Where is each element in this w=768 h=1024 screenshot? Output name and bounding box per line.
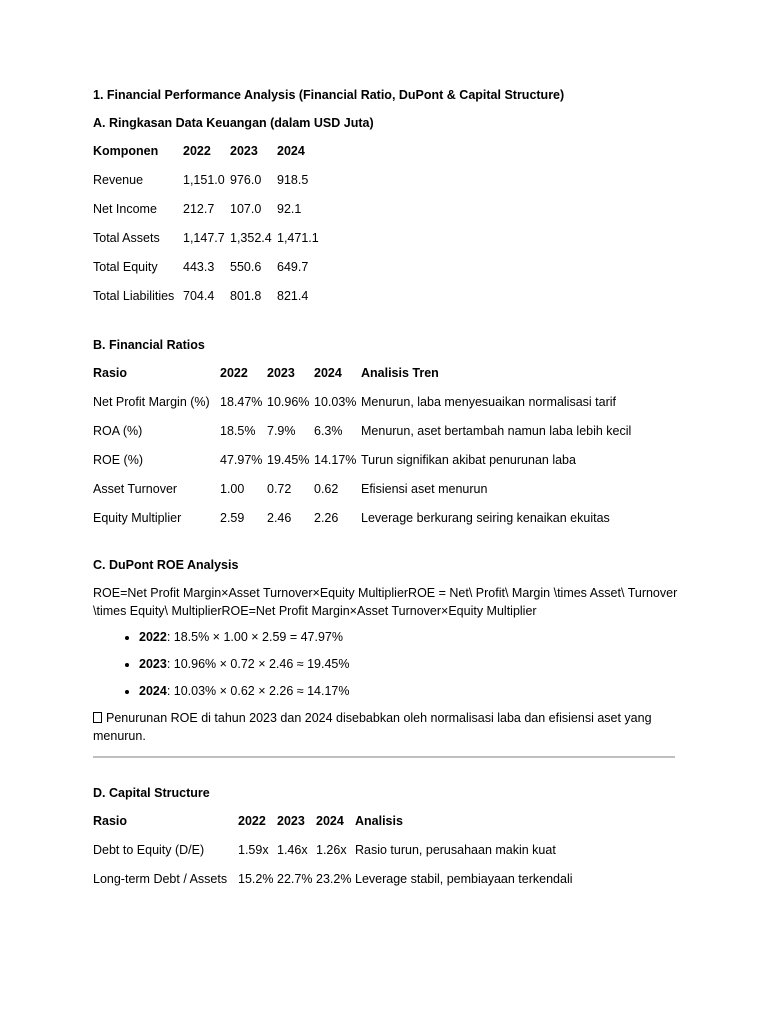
table-cell: 6.3%: [314, 424, 343, 438]
table-cell: 918.5: [277, 173, 309, 187]
table-cell: 2.59: [220, 511, 245, 525]
table-cell: Debt to Equity (D/E): [93, 843, 205, 857]
list-item-year: 2023: [139, 657, 167, 671]
dupont-note: [93, 709, 678, 745]
table-cell: 47.97%: [220, 453, 263, 467]
table-cell: 10.03%: [314, 395, 357, 409]
table-cell: Net Income: [93, 202, 157, 216]
document-page: [93, 86, 678, 899]
table-cell: 801.8: [230, 289, 262, 303]
table-header-row: [93, 142, 324, 171]
table-cell: 1,352.4: [230, 231, 272, 245]
table-cell: Total Assets: [93, 231, 160, 245]
section-b-heading: B. Financial Ratios: [93, 338, 205, 352]
table-cell: 92.1: [277, 202, 302, 216]
table-row: [93, 509, 631, 538]
header-cell: Analisis: [355, 814, 403, 828]
list-item: [139, 655, 678, 682]
table-cell: ROA (%): [93, 424, 143, 438]
table-cell: Efisiensi aset menurun: [361, 482, 488, 496]
table-cell: Total Equity: [93, 260, 158, 274]
table-cell: 2.46: [267, 511, 292, 525]
table-row: [93, 870, 573, 899]
section-d-heading: D. Capital Structure: [93, 786, 210, 800]
table-header-row: [93, 812, 573, 841]
list-item-calc: : 10.03% × 0.62 × 2.26 ≈ 14.17%: [166, 684, 350, 698]
table-cell: 10.96%: [267, 395, 310, 409]
table-cell: Rasio turun, perusahaan makin kuat: [355, 843, 556, 857]
table-cell: 18.5%: [220, 424, 256, 438]
table-cell: 821.4: [277, 289, 309, 303]
header-cell: Komponen: [93, 144, 159, 158]
header-cell: Rasio: [93, 814, 128, 828]
table-cell: Long-term Debt / Assets: [93, 872, 228, 886]
table-row: [93, 422, 631, 451]
table-cell: Net Profit Margin (%): [93, 395, 210, 409]
header-cell: 2023: [267, 366, 295, 380]
table-cell: 19.45%: [267, 453, 310, 467]
table-cell: ROE (%): [93, 453, 143, 467]
table-cell: 15.2%: [238, 872, 274, 886]
header-cell: 2022: [238, 814, 266, 828]
dupont-note-text: Penurunan ROE di tahun 2023 dan 2024 disebabkan oleh normalisasi laba dan efisiensi aset yang menurun.: [93, 711, 652, 743]
table-cell: Total Liabilities: [93, 289, 175, 303]
dupont-formula: ROE=Net Profit Margin×Asset Turnover×Equity MultiplierROE = Net\ Profit\ Margin \times Asset\ Turnover \times Equity\ MultiplierROE=Net Profit Margin×Asset Turnover×Equity Multiplier: [93, 586, 678, 618]
list-item-year: 2024: [139, 684, 167, 698]
spacer: [93, 538, 678, 556]
table-cell: Turun signifikan akibat penurunan laba: [361, 453, 576, 467]
missing-glyph-icon: [93, 712, 102, 723]
header-cell: Analisis Tren: [361, 366, 439, 380]
list-item-calc: : 10.96% × 0.72 × 2.46 ≈ 19.45%: [166, 657, 350, 671]
table-cell: Asset Turnover: [93, 482, 178, 496]
table-row: [93, 841, 573, 870]
table-cell: 22.7%: [277, 872, 313, 886]
header-cell: 2022: [183, 144, 211, 158]
table-cell: Equity Multiplier: [93, 511, 182, 525]
table-cell: 0.72: [267, 482, 292, 496]
table-cell: 1,471.1: [277, 231, 319, 245]
table-cell: 107.0: [230, 202, 262, 216]
financial-ratios-table: [93, 364, 631, 538]
table-cell: 1.00: [220, 482, 245, 496]
table-cell: 1.59x: [238, 843, 269, 857]
section-c-heading: C. DuPont ROE Analysis: [93, 558, 239, 572]
header-cell: 2024: [277, 144, 305, 158]
table-cell: 2.26: [314, 511, 339, 525]
table-cell: 18.47%: [220, 395, 263, 409]
table-row: [93, 393, 631, 422]
table-cell: 649.7: [277, 260, 309, 274]
table-cell: Leverage berkurang seiring kenaikan ekuitas: [361, 511, 610, 525]
table-cell: 1,151.0: [183, 173, 225, 187]
list-item-calc: : 18.5% × 1.00 × 2.59 = 47.97%: [166, 630, 343, 644]
list-item-year: 2022: [139, 630, 167, 644]
table-cell: 443.3: [183, 260, 215, 274]
header-cell: 2024: [316, 814, 344, 828]
table-header-row: [93, 364, 631, 393]
spacer: [93, 316, 678, 336]
table-cell: 212.7: [183, 202, 215, 216]
table-row: [93, 171, 324, 200]
table-cell: Leverage stabil, pembiayaan terkendali: [355, 872, 573, 886]
table-cell: 1.26x: [316, 843, 347, 857]
horizontal-divider: [93, 756, 675, 758]
header-cell: 2022: [220, 366, 248, 380]
table-cell: Revenue: [93, 173, 144, 187]
table-cell: 550.6: [230, 260, 262, 274]
table-row: [93, 200, 324, 229]
capital-structure-table: [93, 812, 573, 899]
table-cell: 1,147.7: [183, 231, 225, 245]
table-row: [93, 480, 631, 509]
header-cell: 2023: [277, 814, 305, 828]
dupont-calculation-list: [93, 628, 678, 709]
table-cell: 704.4: [183, 289, 215, 303]
table-cell: 1.46x: [277, 843, 308, 857]
table-cell: 14.17%: [314, 453, 357, 467]
table-cell: Menurun, laba menyesuaikan normalisasi tarif: [361, 395, 616, 409]
document-title: 1. Financial Performance Analysis (Financial Ratio, DuPont & Capital Structure): [93, 88, 565, 102]
header-cell: 2023: [230, 144, 258, 158]
list-item: [139, 628, 678, 655]
financial-summary-table: [93, 142, 324, 316]
table-row: [93, 258, 324, 287]
table-cell: Menurun, aset bertambah namun laba lebih kecil: [361, 424, 632, 438]
table-row: [93, 229, 324, 258]
table-cell: 976.0: [230, 173, 262, 187]
header-cell: Rasio: [93, 366, 128, 380]
table-cell: 0.62: [314, 482, 339, 496]
header-cell: 2024: [314, 366, 342, 380]
table-row: [93, 287, 324, 316]
table-row: [93, 451, 631, 480]
table-cell: 23.2%: [316, 872, 352, 886]
table-cell: 7.9%: [267, 424, 296, 438]
section-a-heading: A. Ringkasan Data Keuangan (dalam USD Juta): [93, 116, 374, 130]
list-item: [139, 682, 678, 709]
